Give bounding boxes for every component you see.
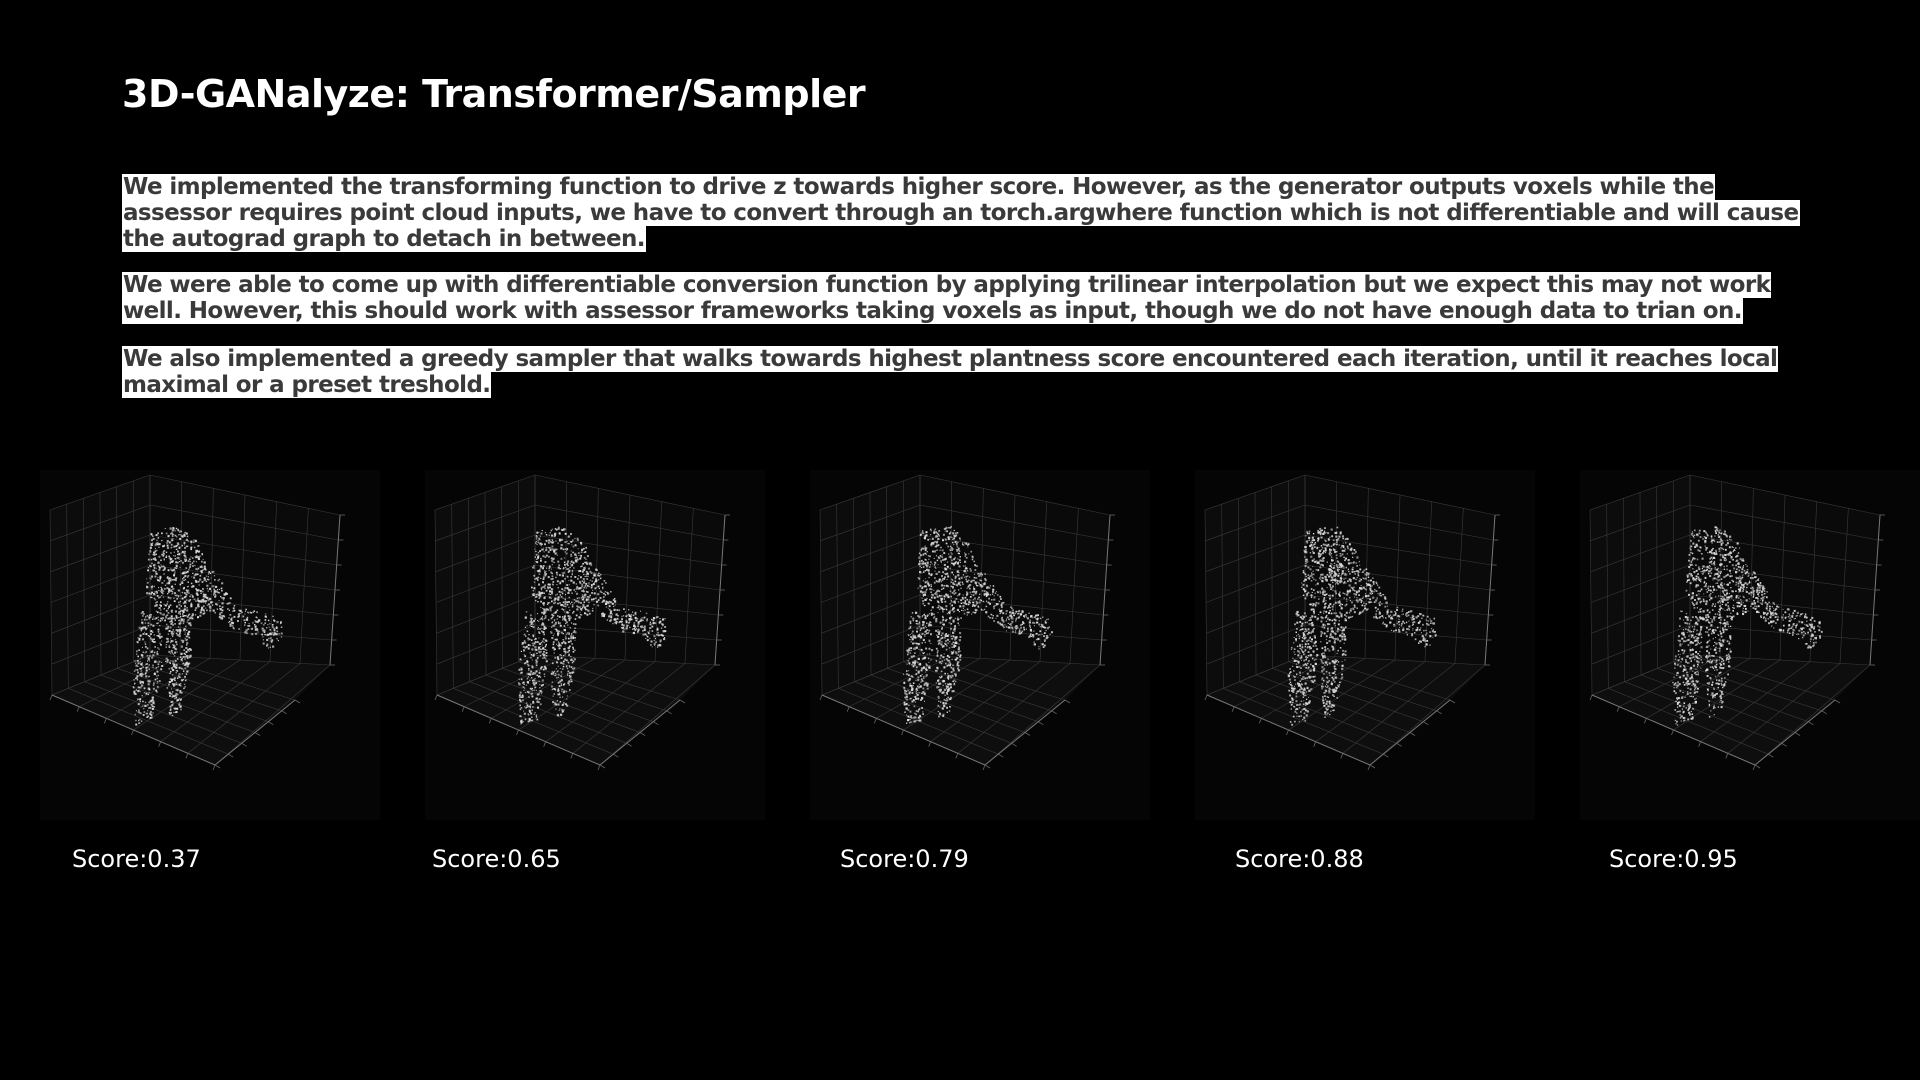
score-label-2: Score:0.65 xyxy=(432,845,561,873)
score-label-3: Score:0.79 xyxy=(840,845,969,873)
sample-plot-1 xyxy=(40,470,380,820)
paragraph-transformer xyxy=(122,174,1822,252)
paragraph-text: We were able to come up with differentiable conversion function by applying trilinear interpolation but we expect this may not work well. However, this should work with assessor frameworks taking voxels as input, though we do not have enough data to trian on. xyxy=(123,272,1771,324)
sample-plot-5 xyxy=(1580,470,1920,820)
score-label-4: Score:0.88 xyxy=(1235,845,1364,873)
voxel-plot-image xyxy=(810,470,1150,820)
paragraph-text: We also implemented a greedy sampler that walks towards highest plantness score encountered each iteration, until it reaches local maximal or a preset treshold. xyxy=(123,346,1778,398)
score-label-1: Score:0.37 xyxy=(72,845,201,873)
voxel-plot-image xyxy=(40,470,380,820)
sample-plot-4 xyxy=(1195,470,1535,820)
voxel-plot-image xyxy=(425,470,765,820)
voxel-plot-image xyxy=(1580,470,1920,820)
paragraph-differentiable xyxy=(122,272,1822,324)
slide-title: 3D-GANalyze: Transformer/Sampler xyxy=(122,72,866,116)
paragraph-text: We implemented the transforming function to drive z towards higher score. However, as the generator outputs voxels while the assessor requires point cloud inputs, we have to convert through an torch.argwhere function which is not differentiable and will cause the autograd graph to detach in between. xyxy=(123,174,1799,252)
voxel-plot-image xyxy=(1195,470,1535,820)
score-label-5: Score:0.95 xyxy=(1609,845,1738,873)
paragraph-sampler xyxy=(122,346,1822,398)
sample-plot-2 xyxy=(425,470,765,820)
sample-plot-3 xyxy=(810,470,1150,820)
